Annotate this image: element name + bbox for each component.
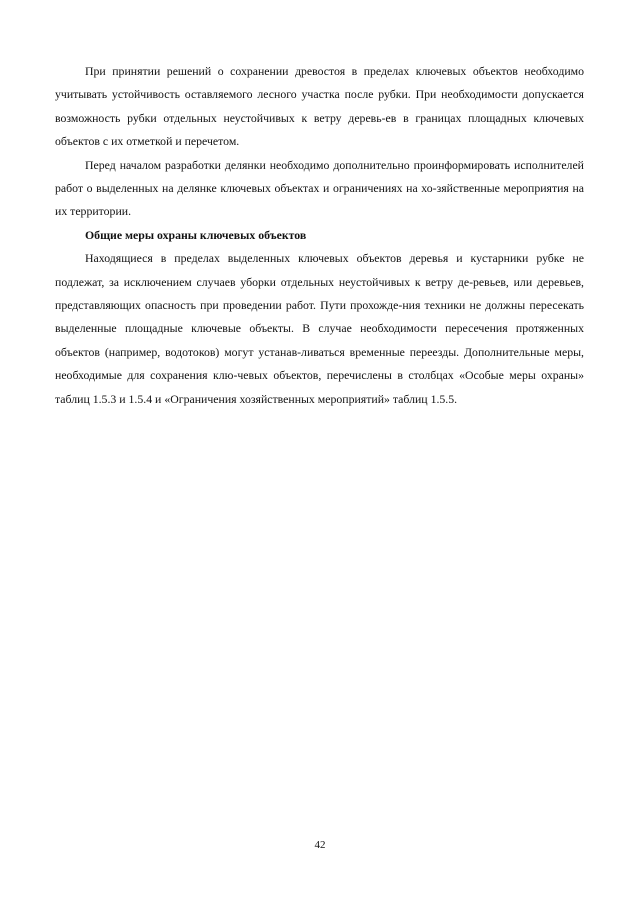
page-body xyxy=(55,60,584,411)
paragraph-preserving-trees: При принятии решений о сохранении древостоя в пределах ключевых объектов необходимо учитывать устойчивость оставляемого лесного участка после рубки. При необходимости допускается возможность рубки отдельных неустойчивых к ветру деревь-ев в границах площадных ключевых объектов с их отметкой и перечетом. xyxy=(55,64,584,149)
page-number: 42 xyxy=(314,839,326,851)
paragraph-protection-measures: Находящиеся в пределах выделенных ключевых объектов деревья и кустарники рубке не подлежат, за исключением случаев уборки отдельных неустойчивых к ветру де-ревьев, или деревьев, представляющих опасность при проведении работ. Пути прохожде-ния техники не должны пересекать выделенные площадные ключевые объекты. В случае необходимости пересечения протяженных объектов (например, водотоков) могут устанав-ливаться временные переезды. Дополнительные меры, необходимые для сохранения клю-чевых объектов, перечислены в столбцах «Особые меры охраны» таблиц 1.5.3 и 1.5.4 и «Ограничения хозяйственных мероприятий» таблиц 1.5.5. xyxy=(55,251,584,406)
paragraph-informing-workers: Перед началом разработки делянки необходимо дополнительно проинформировать исполнителей работ о выделенных на делянке ключевых объектах и ограничениях на хо-зяйственные мероприятия на их территории. xyxy=(55,157,584,219)
section-heading: Общие меры охраны ключевых объектов xyxy=(85,227,307,242)
